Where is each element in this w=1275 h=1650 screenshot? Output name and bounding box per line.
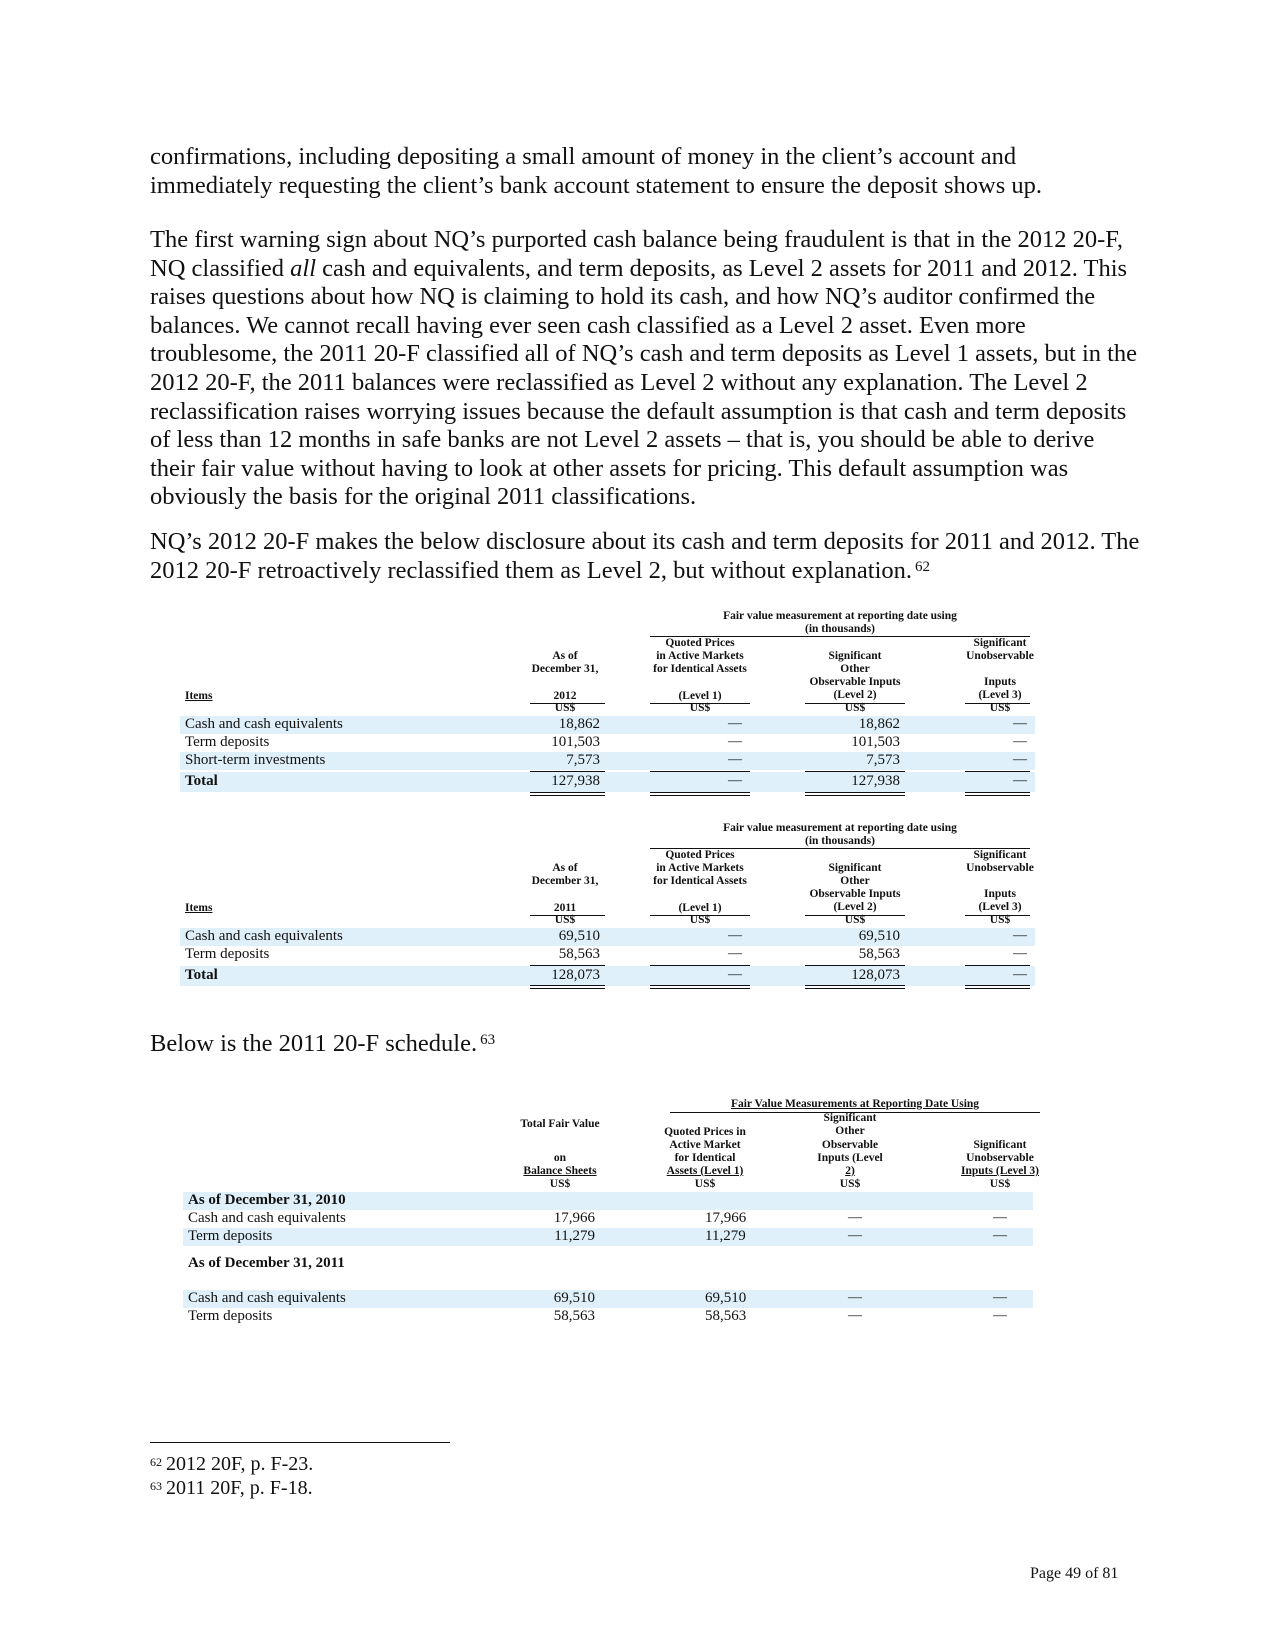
paragraph-schedule-intro xyxy=(150,1030,1140,1059)
table1-currency-l1: US$ xyxy=(689,702,711,714)
table3-row-l3: — xyxy=(993,1210,1007,1225)
table3-l2-head-3: Observable xyxy=(821,1139,879,1151)
footnote-63-text: 2011 20F, p. F-18. xyxy=(166,1477,313,1499)
table3-section-2011: As of December 31, 2011 xyxy=(188,1255,345,1271)
table2-currency-l3: US$ xyxy=(989,914,1011,926)
table3-l1-head-2: Active Market xyxy=(669,1139,741,1151)
table3-row-l2: — xyxy=(848,1210,862,1225)
table3-row-l1: 17,966 xyxy=(705,1210,747,1226)
table3-l2-head-4: Inputs (Level xyxy=(817,1152,883,1164)
table3-row-label: Cash and cash equivalents xyxy=(188,1210,346,1226)
table1-title: Fair value measurement at reporting date using xyxy=(723,610,957,622)
table2-l1-head-1: Quoted Prices xyxy=(665,849,735,861)
table1-l2-head-1: Significant xyxy=(828,650,882,662)
paragraph-intro: confirmations, including depositing a small amount of money in the client’s account and immediately requesting the client’s bank account statement to ensure the deposit shows up. xyxy=(150,143,1042,199)
table3-total-head-2: on xyxy=(553,1152,567,1164)
table3-l2-head-5: 2) xyxy=(845,1165,855,1177)
table2-l3-head-3: Inputs xyxy=(984,888,1016,900)
table3-l3-head-1: Significant xyxy=(973,1139,1027,1151)
footnote-62-marker: 62 xyxy=(150,1455,162,1469)
table3-row-l3: — xyxy=(993,1308,1007,1323)
table2-total-l1: — xyxy=(728,967,742,982)
table3-total-head-1: Total Fair Value xyxy=(520,1118,600,1130)
table3-row-l2: — xyxy=(848,1228,862,1243)
table1-row-total: 7,573 xyxy=(566,752,600,768)
table3-total-head-3: Balance Sheets xyxy=(523,1165,597,1177)
table3-l2-head-2: Other xyxy=(835,1125,865,1137)
table1-total-value: 127,938 xyxy=(551,773,600,789)
table3-row-l1: 58,563 xyxy=(705,1308,747,1324)
table2-l1-head-4: (Level 1) xyxy=(678,902,722,914)
table2-l2-head-4: (Level 2) xyxy=(833,901,877,913)
table3-currency-l3: US$ xyxy=(989,1178,1011,1190)
footnote-62 xyxy=(150,1452,313,1476)
table3-row-l1: 69,510 xyxy=(705,1290,747,1306)
table2-l2-head-3: Observable Inputs xyxy=(809,888,901,900)
table1-l3-head-3: Inputs xyxy=(984,676,1016,688)
table1-l1-head-2: in Active Markets xyxy=(656,650,744,662)
table1-l2-head-4: (Level 2) xyxy=(833,689,877,701)
table3-row-total: 11,279 xyxy=(554,1228,595,1244)
table1-currency-total: US$ xyxy=(554,702,576,714)
table1-total-label: Total xyxy=(185,773,218,789)
table2-items-header: Items xyxy=(185,902,213,914)
footnote-ref-63[interactable]: 63 xyxy=(480,1032,496,1048)
table1-l1-head-4: (Level 1) xyxy=(678,690,722,702)
table2-asof-date: December 31, xyxy=(531,875,599,887)
table2-year: 2011 xyxy=(553,902,577,914)
table1-total-l2: 127,938 xyxy=(851,773,900,789)
table3-section-2010: As of December 31, 2010 xyxy=(188,1192,346,1208)
table1-total-l3: — xyxy=(1013,773,1027,788)
table2-l3-head-1: Significant xyxy=(973,849,1027,861)
table2-total-l3: — xyxy=(1013,967,1027,982)
table1-total-l1: — xyxy=(728,773,742,788)
table2-row-l1: — xyxy=(728,946,742,961)
table2-row-l1: — xyxy=(728,928,742,943)
emphasis-all: all xyxy=(290,254,317,282)
footnote-divider xyxy=(150,1442,450,1443)
table2-row-label: Cash and cash equivalents xyxy=(185,928,343,944)
table3-row-label: Term deposits xyxy=(188,1228,273,1244)
table2-total-l2: 128,073 xyxy=(851,967,900,983)
table2-l2-head-1: Significant xyxy=(828,862,882,874)
table1-l3-head-2: Unobservable xyxy=(966,650,1034,662)
table1-row-l3: — xyxy=(1013,716,1027,731)
table3-row-l3: — xyxy=(993,1228,1007,1243)
table1-row-label: Cash and cash equivalents xyxy=(185,716,343,732)
paragraph-disclosure-text: NQ’s 2012 20-F makes the below disclosure about its cash and term deposits for 2011 and 2012. The 2012 20-F retroactively reclassified them as Level 2, but without explanation. xyxy=(150,528,1140,584)
table1-l2-head-3: Observable Inputs xyxy=(809,676,901,688)
table1-currency-l3: US$ xyxy=(989,702,1011,714)
table1-row-l3: — xyxy=(1013,752,1027,767)
table3-row-l1: 11,279 xyxy=(705,1228,746,1244)
table2-currency-l2: US$ xyxy=(844,914,866,926)
paragraph-warning-sign-text-b: cash and equivalents, and term deposits, as Level 2 assets for 2011 and 2012. This raises questions about how NQ is claiming to hold its cash, and how NQ’s auditor confirmed the balances. We cannot recall having ever seen cash classified as a Level 2 asset. Even more troublesome, the 2011 20-F classified all of NQ’s cash and term deposits as Level 1 assets, but in the 2012 20-F, the 2011 balances were reclassified as Level 2 without any explanation. The Level 2 reclassification raises worrying issues because the default assumption is that cash and term deposits of less than 12 months in safe banks are not Level 2 assets – that is, you should be able to derive their fair value without having to look at other assets for pricing. This default assumption was obviously the basis for the original 2011 classifications. xyxy=(150,254,1138,511)
table1-asof-label: As of xyxy=(552,650,578,662)
table3-currency-total: US$ xyxy=(549,1178,571,1190)
table3-row-label: Term deposits xyxy=(188,1308,273,1324)
table3-currency-l1: US$ xyxy=(694,1178,716,1190)
table2-asof-label: As of xyxy=(552,862,578,874)
table2-l3-head-2: Unobservable xyxy=(966,862,1034,874)
table2-subtitle: (in thousands) xyxy=(805,835,875,847)
table2-row-label: Term deposits xyxy=(185,946,270,962)
table2-row-l3: — xyxy=(1013,928,1027,943)
table3-l3-head-3: Inputs (Level 3) xyxy=(961,1165,1039,1177)
table1-l1-head-1: Quoted Prices xyxy=(665,637,735,649)
table2-l1-head-3: for Identical Assets xyxy=(653,875,747,887)
table1-asof-date: December 31, xyxy=(531,663,599,675)
table1-subtitle: (in thousands) xyxy=(805,623,875,635)
table1-l3-head-1: Significant xyxy=(973,637,1027,649)
table2-l1-head-2: in Active Markets xyxy=(656,862,744,874)
table1-items-header: Items xyxy=(185,690,213,702)
table1-l1-head-3: for Identical Assets xyxy=(653,663,747,675)
table1-row-l2: 101,503 xyxy=(851,734,900,750)
table2-currency-total: US$ xyxy=(554,914,576,926)
table3-row-l2: — xyxy=(848,1290,862,1305)
table1-row-l2: 18,862 xyxy=(858,716,900,732)
table3-currency-l2: US$ xyxy=(839,1178,861,1190)
footnote-63 xyxy=(150,1476,313,1500)
paragraph-disclosure xyxy=(150,528,1140,585)
table2-row-l2: 69,510 xyxy=(858,928,900,944)
table1-currency-l2: US$ xyxy=(844,702,866,714)
table2-row-l2: 58,563 xyxy=(858,946,900,962)
table3-row-l2: — xyxy=(848,1308,862,1323)
table3-l1-head-3: for Identical xyxy=(674,1152,736,1164)
table2-title: Fair value measurement at reporting date using xyxy=(723,822,957,834)
table1-l2-head-2: Other xyxy=(840,663,870,675)
table2-total-label: Total xyxy=(185,967,218,983)
paragraph-warning-sign-text-a: The first warning sign about NQ’s purported cash balance being fraudulent is that in the 2012 20-F, NQ classified xyxy=(150,226,1124,282)
table3-l2-head-1: Significant xyxy=(823,1112,877,1124)
table1-l3-head-4: (Level 3) xyxy=(978,689,1022,701)
table2-row-l3: — xyxy=(1013,946,1027,961)
footnote-ref-62[interactable]: 62 xyxy=(915,558,931,575)
table2-total-value: 128,073 xyxy=(551,967,600,983)
table1-row-l1: — xyxy=(728,734,742,749)
table1-row-total: 101,503 xyxy=(551,734,600,750)
table1-row-l1: — xyxy=(728,716,742,731)
table3-row-total: 17,966 xyxy=(553,1210,595,1226)
table3-l3-head-2: Unobservable xyxy=(966,1152,1034,1164)
table1-row-l2: 7,573 xyxy=(866,752,900,768)
table2-currency-l1: US$ xyxy=(689,914,711,926)
table3-l1-head-1: Quoted Prices in xyxy=(664,1126,746,1138)
table1-row-l3: — xyxy=(1013,734,1027,749)
table3-title: Fair Value Measurements at Reporting Date Using xyxy=(730,1098,980,1110)
paragraph-warning-sign xyxy=(150,226,1140,512)
table3-row-total: 58,563 xyxy=(553,1308,595,1324)
page-number: Page 49 of 81 xyxy=(1030,1565,1119,1582)
table3-row-l3: — xyxy=(993,1290,1007,1305)
table1-row-l1: — xyxy=(728,752,742,767)
table1-row-total: 18,862 xyxy=(558,716,600,732)
table3-row-label: Cash and cash equivalents xyxy=(188,1290,346,1306)
footnote-63-marker: 63 xyxy=(150,1479,162,1493)
paragraph-schedule-intro-text: Below is the 2011 20-F schedule. xyxy=(150,1030,478,1057)
table3-l1-head-4: Assets (Level 1) xyxy=(666,1165,744,1177)
table3-row-total: 69,510 xyxy=(553,1290,595,1306)
table1-row-label: Term deposits xyxy=(185,734,270,750)
table2-row-total: 58,563 xyxy=(558,946,600,962)
table2-l3-head-4: (Level 3) xyxy=(978,901,1022,913)
table1-year: 2012 xyxy=(553,690,577,702)
table1-row-label: Short-term investments xyxy=(185,752,326,768)
footnote-62-text: 2012 20F, p. F-23. xyxy=(166,1453,314,1475)
table2-row-total: 69,510 xyxy=(558,928,600,944)
table2-l2-head-2: Other xyxy=(840,875,870,887)
